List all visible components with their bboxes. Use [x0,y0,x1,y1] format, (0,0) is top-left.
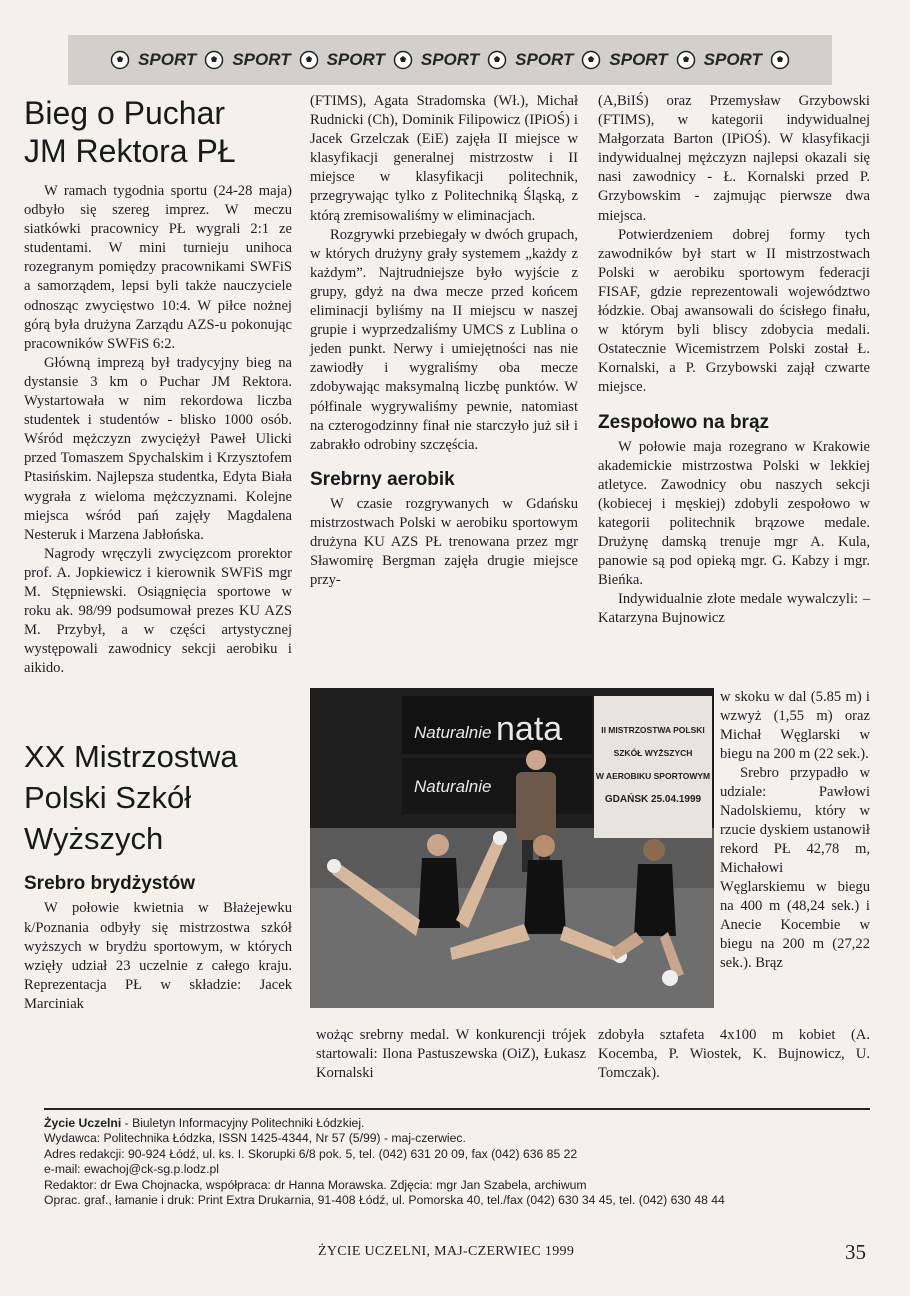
sign-logo: nata [496,710,563,748]
column-3 [598,92,870,628]
paragraph: W połowie kwietnia w Błażejewku k/Poznania odbyły się mistrzostwa szkół wyższych w brydżu sportowym, w których wzięły udział 23 uczelnie z całego kraju. Reprezentacja PŁ w składzie: Jacek Marciniak [24,900,292,1012]
imprint-line: Adres redakcji: 90-924 Łódź, ul. ks. I. Skorupki 6/8 pok. 5, tel. (042) 631 20 09, fax (042) 636 85 22 [44,1146,578,1161]
magazine-name: Życie Uczelni [44,1116,122,1130]
subheading-srebro-brydzystow: Srebro brydżystów [24,873,196,895]
below-photo-left: wożąc srebrny medal. W konkurencji trójek startowali: Ilona Pastuszewska (OiZ), Łukasz Kornalski [316,1027,586,1081]
banner-word: SPORT [326,50,385,69]
paragraph: (A,BiIŚ) oraz Przemysław Grzybowski (FTIMS), w kategorii indywidualnej Małgorzata Barton (IPiOŚ). W klasyfikacji indywidualnej mężczyzn najlepsi okazali się nasi zawodnicy - Ł. Kornalski przed P. Grzybowskim - zajmując pierwsze dwa miejsca. [598,93,870,224]
paragraph: W połowie maja rozegrano w Krakowie akademickie mistrzostwa Polski w lekkiej atletyce. Zawodnicy obu naszych sekcji (kobiecej i męskiej) zdobyli zespołowo w kategorii politechnik brązowe medale. Drużynę damską trenuje mgr A. Kula, panowie są pod opieką mgr. G. Kabzy i mgr. Bieńka. [598,438,870,589]
paragraph: Indywidualnie złote medale wywalczyli: – Katarzyna Bujnowicz [598,591,870,627]
title-line: Bieg o Puchar [24,95,226,131]
sign-text: Naturalnie [414,723,492,742]
page-number: 35 [845,1240,866,1264]
article-title-bieg [24,94,292,170]
article-title-mistrzostwa [24,736,292,859]
banner-word: SPORT [138,50,197,69]
soccer-ball-icon [299,50,319,70]
paragraph: Nagrody wręczyli zwycięzcom prorektor prof. A. Jopkiewicz i kierownik SWFiS mgr M. Stępniewski. Osiągnięcia sportowe w roku ak. 98/99 podsumował prezes KU AZS M. Przybył, a w części artystycznej występowali zawodnicy sekcji aerobiku i aikido. [24,545,292,677]
aerobics-team-photo [310,688,714,1008]
soccer-ball-icon [110,50,130,70]
banner-word: SPORT [703,50,762,69]
soccer-ball-icon [676,50,696,70]
soccer-ball-icon [770,50,790,70]
imprint-box [44,1108,870,1218]
event-banner-text: GDAŃSK 25.04.1999 [604,794,702,805]
paragraph: (FTIMS), Agata Stradomska (Wł.), Michał Rudnicki (Ch), Dominik Filipowicz (IPiOŚ) i Jacek Grzelczak (EiE) zajęła II miejsce w klasyfikacji generalnej mistrzostw i II miejsce w klasyfikacji politechnik, przegrywając tylko z Politechniką Śląską, z którą zremisowaliśmy w eliminacjach. [310,93,578,224]
paragraph: W ramach tygodnia sportu (24-28 maja) odbyło się szereg imprez. W meczu siatkówki pracownicy PŁ wygrali 2:1 ze studentami. W mini turnieju unihoca rozegranym pomiędzy pracownikami SWFiS a samorządem, lepsi byli także nauczyciele odnosząc zwycięstwo 10:4. W piłce nożnej górą była drużyna Zarządu AZS-u pokonując pracowników SWFiS 6:2. [24,183,292,352]
sport-banner [68,35,832,85]
banner-word: SPORT [232,50,291,69]
title-line: XX Mistrzostwa [24,739,238,775]
photo-side-text [720,688,870,973]
title-line: Polski Szkół [24,780,192,816]
imprint-line: Wydawca: Politechnika Łódzka, ISSN 1425-4344, Nr 57 (5/99) - maj-czerwiec. [44,1131,466,1146]
imprint-line [44,1116,870,1131]
soccer-ball-icon [487,50,507,70]
photo-illustration [310,688,714,1008]
imprint-text: - Biuletyn Informacyjny Politechniki Łódzkiej. [121,1116,365,1130]
sign-text: Naturalnie [414,777,492,796]
title-line: Wyższych [24,821,164,857]
title-line: JM Rektora PŁ [24,133,236,169]
imprint-email: e-mail: ewachoj@ck-sg.p.lodz.pl [44,1162,219,1177]
banner-word: SPORT [515,50,574,69]
soccer-ball-icon [393,50,413,70]
magazine-footer: ŻYCIE UCZELNI, MAJ-CZERWIEC 1999 [318,1244,575,1259]
paragraph: Srebro przypadło w udziale: Pawłowi Nadolskiemu, który w rzucie dyskiem ustanowił rekord PŁ 42,78 m, Michałowi Węglarskiemu w biegu na 400 m (48,24 sek.) i Anecie Kocembie w biegu na 200 m (27,22 sek.). Brąz [720,765,870,971]
soccer-ball-icon [204,50,224,70]
paragraph: W czasie rozgrywanych w Gdańsku mistrzostwach Polski w aerobiku sportowym drużyna KU AZS PŁ trenowana przez mgr Sławomirę Bergman zajęła drugie miejsce przy- [310,495,578,589]
event-banner-text: SZKÓŁ WYŻSZYCH [613,748,693,758]
event-banner-text: W AEROBIKU SPORTOWYM [595,771,711,781]
banner-word: SPORT [609,50,668,69]
event-banner-text: II MISTRZOSTWA POLSKI [601,725,705,735]
paragraph: Potwierdzeniem dobrej formy tych zawodników był start w II mistrzostwach Polski w aerobiku sportowym federacji FISAF, gdzie reprezentowali województwo łódzkie. Obaj awansowali do ścisłego finału, w którym byli bliscy zdobycia medali. Ostatecznie Wicemistrzem Polski został Ł. Kornalski, a P. Grzybowski zajął czwarte miejsce. [598,226,870,396]
below-photo-right: zdobyła sztafeta 4x100 m kobiet (A. Kocemba, P. Wiostek, K. Bujnowicz, U. Tomczak). [598,1027,870,1081]
imprint-line: Redaktor: dr Ewa Chojnacka, współpraca: dr Hanna Morawska. Zdjęcia: mgr Jan Szabela, archiwum [44,1177,587,1192]
column-2 [310,92,578,590]
subheading-zespolowo-na-braz: Zespołowo na brąz [598,411,770,433]
paragraph: w skoku w dal (5.85 m) i wzwyż (1,55 m) oraz Michał Węglarski w biegu na 200 m (22 sek.). [720,689,870,762]
imprint-line: Oprac. graf., łamanie i druk: Print Extra Drukarnia, 91-408 Łódź, ul. Pomorska 40, tel./fax (042) 630 34 45, tel. (042) 630 48 44 [44,1193,725,1208]
subheading-srebrny-aerobik: Srebrny aerobik [310,468,455,490]
paragraph: Rozgrywki przebiegały w dwóch grupach, w których drużyny grały systemem „każdy z każdym”. Najtrudniejsze było wyjście z grupy, gdyż na dwa mecze przed końcem eliminacji byliśmy na II miejscu w naszej grupie i wyprzedzaliśmy UMCS z Lublina o jeden punkt. Nerwy i umiejętności nas nie zawiodły i wygraliśmy oba mecze zdobywając maksymalną liczbę punktów. W półfinale wygrywaliśmy pewnie, natomiast na czterogodzinny finał nie starczyło już sił i zabrakło odrobiny szczęścia. [310,226,578,453]
column-1 [24,92,292,1014]
soccer-ball-icon [581,50,601,70]
banner-word: SPORT [420,50,480,69]
paragraph: Główną imprezą był tradycyjny bieg na dystansie 3 km o Puchar JM Rektora. Wystartowała w nim rekordowa liczba studentek i studentów - blisko 1000 osób. Wśród mężczyzn zwyciężył Paweł Ulicki przed Tomaszem Spychalskim i Krzysztofem Ptasińskim. Najlepsza studentka, Edyta Biała wygrała z wieloma mężczyznami. Kolejne miejsca wśród pań zajęły Magdalena Nesteruk i Marzena Jabłońska. [24,354,292,543]
